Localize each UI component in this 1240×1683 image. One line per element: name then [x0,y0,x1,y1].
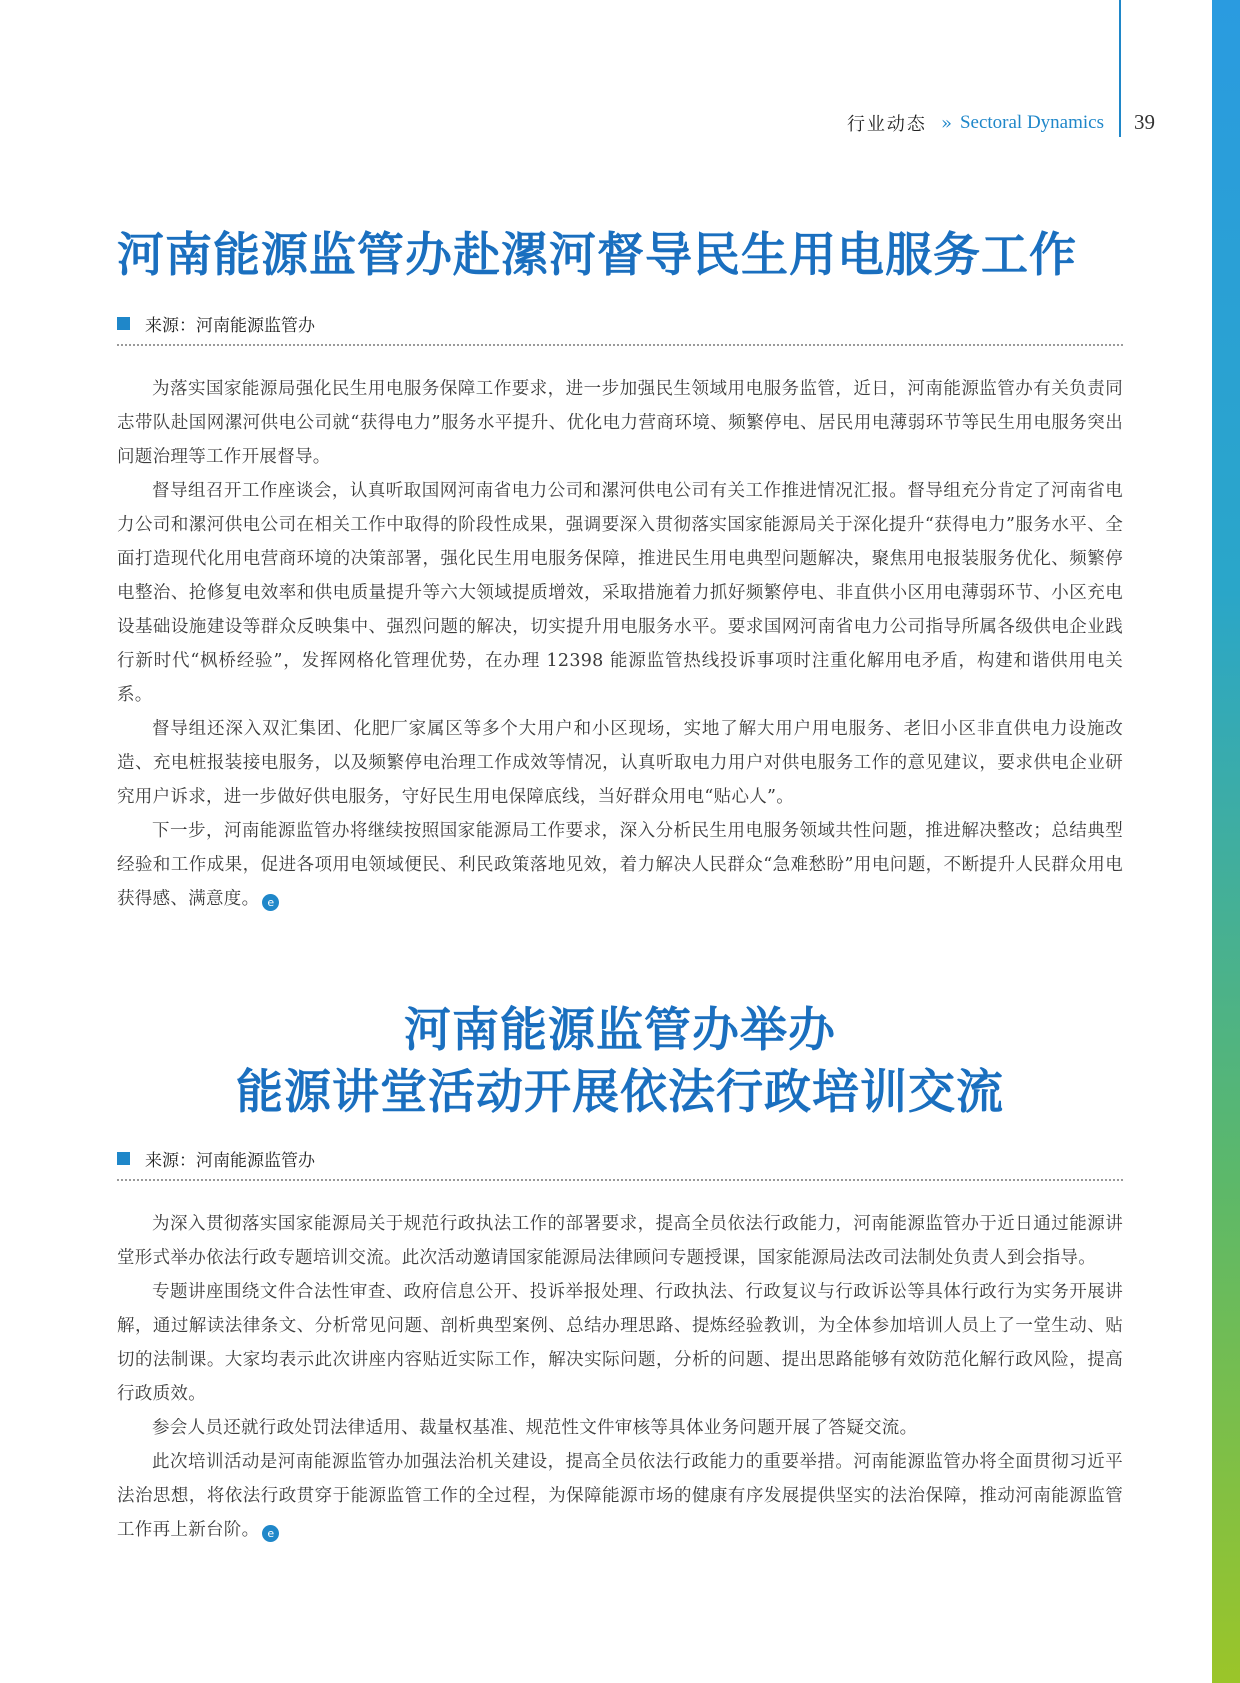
page-number: 39 [1134,110,1155,134]
paragraph: 督导组还深入双汇集团、化肥厂家属区等多个大用户和小区现场，实地了解大用户用电服务、老旧小区非直供电力设施改造、充电桩报装接电服务，以及频繁停电治理工作成效等情况，认真听取电力用户对供电服务工作的意见建议，要求供电企业研究用户诉求，进一步做好供电服务，守好民生用电保障底线，当好群众用电“贴心人”。 [117,719,1123,808]
article-source [117,311,1123,346]
header-vertical-rule [1119,0,1121,137]
paragraph: 为深入贯彻落实国家能源局关于规范行政执法工作的部署要求，提高全员依法行政能力，河南能源监管办于近日通过能源讲堂形式举办依法行政专题培训交流。此次活动邀请国家能源局法律顾问专题授课，国家能源局法改司法制处负责人到会指导。 [117,1214,1123,1269]
paragraph-last [117,814,1123,916]
section-name-en: Sectoral Dynamics [959,112,1104,133]
square-bullet-icon [117,1152,130,1165]
paragraph: 督导组召开工作座谈会，认真听取国网河南省电力公司和漯河供电公司有关工作推进情况汇报。督导组充分肯定了河南省电力公司和漯河供电公司在相关工作中取得的阶段性成果，强调要深入贯彻落实国家能源局关于深化提升“获得电力”服务水平、全面打造现代化用电营商环境的决策部署，强化民生用电服务保障，推进民生用电典型问题解决，聚焦用电报装服务优化、频繁停电整治、抢修复电效率和供电质量提升等六大领域提质增效，采取措施着力抓好频繁停电、非直供小区用电薄弱环节、小区充电设基础设施建设等群众反映集中、强烈问题的解决，切实提升用电服务水平。要求国网河南省电力公司指导所属各级供电企业践行新时代“枫桥经验”，发挥网格化管理优势，在办理 12398 能源监管热线投诉事项时注重化解用电矛盾，构建和谐供用电关系。 [117,481,1123,706]
side-color-bar [1212,0,1240,1683]
source-label: 来源：河南能源监管办 [145,1151,315,1172]
article-1 [117,225,1123,916]
article-title: 河南能源监管办赴漯河督导民生用电服务工作 [117,228,1077,283]
paragraph-text: 下一步，河南能源监管办将继续按照国家能源局工作要求，深入分析民生用电服务领域共性问题，推进解决整改；总结典型经验和工作成果，促进各项用电领域便民、利民政策落地见效，着力解决人民群众“急难愁盼”用电问题，不断提升人民群众用电获得感、满意度。 [117,821,1123,910]
paragraph-last [117,1445,1123,1547]
paragraph: 专题讲座围绕文件合法性审查、政府信息公开、投诉举报处理、行政执法、行政复议与行政诉讼等具体行政行为实务开展讲解，通过解读法律条文、分析常见问题、剖析典型案例、总结办理思路、提炼经验教训，为全体参加培训人员上了一堂生动、贴切的法制课。大家均表示此次讲座内容贴近实际工作，解决实际问题，分析的问题、提出思路能够有效防范化解行政风险，提高行政质效。 [117,1282,1123,1405]
source-label: 来源：河南能源监管办 [145,316,315,337]
article-title-line-2: 能源讲堂活动开展依法行政培训交流 [236,1065,1004,1121]
article-body [117,372,1123,916]
article-title [117,1000,1123,1124]
paragraph-text: 此次培训活动是河南能源监管办加强法治机关建设，提高全员依法行政能力的重要举措。河南能源监管办将全面贯彻习近平法治思想，将依法行政贯穿于能源监管工作的全过程，为保障能源市场的健康有序发展提供坚实的法治保障，推动河南能源监管工作再上新台阶。 [117,1452,1123,1541]
section-name-cn: 行业动态 [846,114,927,135]
article-source [117,1146,1123,1181]
paragraph: 为落实国家能源局强化民生用电服务保障工作要求，进一步加强民生领域用电服务监管，近日，河南能源监管办有关负责同志带队赴国网漯河供电公司就“获得电力”服务水平提升、优化电力营商环境、频繁停电、居民用电薄弱环节等民生用电服务突出问题治理等工作开展督导。 [117,379,1123,468]
article-2 [117,1000,1123,1547]
energy-logo-icon: e [262,1525,279,1542]
article-body [117,1207,1123,1547]
chevron-right-icon: » [940,112,952,134]
square-bullet-icon [117,317,130,330]
paragraph: 参会人员还就行政处罚法律适用、裁量权基准、规范性文件审核等具体业务问题开展了答疑交流。 [152,1418,918,1439]
energy-logo-icon: e [262,894,279,911]
running-head [847,110,1104,136]
article-title-line-1: 河南能源监管办举办 [404,1003,836,1058]
